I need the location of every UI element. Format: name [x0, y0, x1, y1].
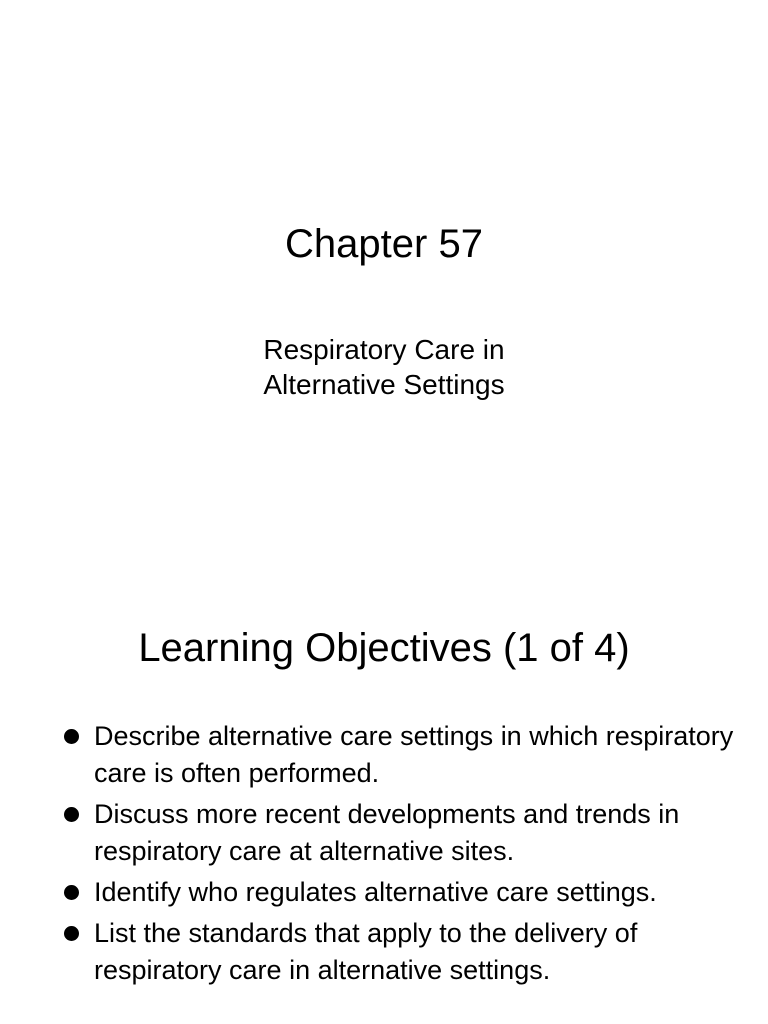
subtitle-line-1: Respiratory Care in — [263, 334, 505, 365]
objective-text: List the standards that apply to the delivery of respiratory care in alternative settings. — [94, 918, 638, 985]
objective-item — [0, 915, 768, 989]
bullet-icon — [64, 885, 79, 900]
objective-item — [0, 796, 768, 870]
objectives-title: Learning Objectives (1 of 4) — [138, 626, 630, 670]
bullet-icon — [64, 807, 79, 822]
chapter-subtitle — [0, 332, 768, 402]
bullet-icon — [64, 729, 79, 744]
learning-objectives-slide — [0, 512, 768, 1024]
objective-text: Identify who regulates alternative care settings. — [94, 877, 657, 907]
objective-item — [0, 718, 768, 792]
objective-text: Describe alternative care settings in which respiratory care is often performed. — [94, 721, 734, 788]
chapter-title: Chapter 57 — [285, 222, 483, 266]
subtitle-line-2: Alternative Settings — [263, 369, 505, 400]
objectives-list — [0, 718, 768, 993]
objective-text: Discuss more recent developments and trends in respiratory care at alternative sites. — [94, 799, 680, 866]
objective-item — [0, 874, 768, 911]
bullet-icon — [64, 926, 79, 941]
